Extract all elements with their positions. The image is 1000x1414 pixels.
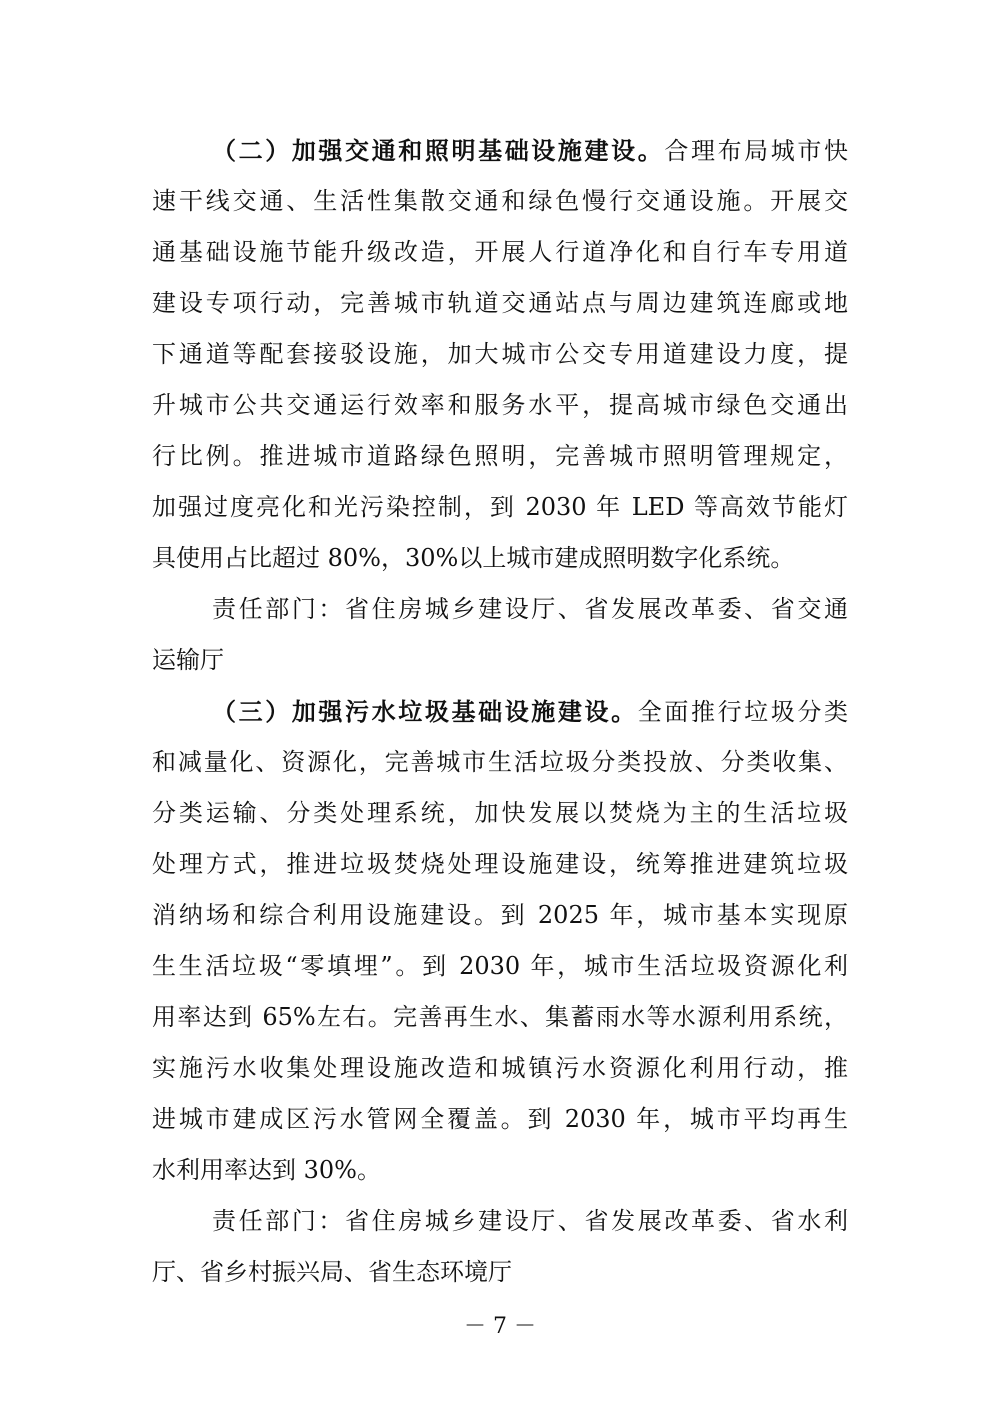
section-3-line-5: 消纳场和综合利用设施建设。到 2025 年，城市基本实现原 [152, 901, 848, 929]
section-3-line-1: 全面推行垃圾分类 [637, 698, 849, 726]
section-3-responsibility-line-2: 厅、省乡村振兴局、省生态环境厅 [152, 1258, 512, 1286]
section-3-line-6: 生生活垃圾“零填埋”。到 2030 年，城市生活垃圾资源化利 [152, 952, 848, 980]
section-3-line-3: 分类运输、分类处理系统，加快发展以焚烧为主的生活垃圾 [152, 799, 848, 827]
section-2-first-line [152, 125, 848, 176]
section-3-line-9: 进城市建成区污水管网全覆盖。到 2030 年，城市平均再生 [152, 1105, 848, 1133]
section-3-line-4: 处理方式，推进垃圾焚烧处理设施建设，统筹推进建筑垃圾 [152, 850, 848, 878]
section-3-first-line [152, 686, 848, 737]
section-2-line-2: 速干线交通、生活性集散交通和绿色慢行交通设施。开展交 [152, 187, 848, 215]
section-3-line-10: 水利用率达到 30%。 [152, 1156, 381, 1184]
section-2-line-6: 升城市公共交通运行效率和服务水平，提高城市绿色交通出 [152, 391, 848, 419]
section-2-line-5: 下通道等配套接驳设施，加大城市公交专用道建设力度，提 [152, 340, 848, 368]
section-2-line-9: 具使用占比超过 80%，30%以上城市建成照明数字化系统。 [152, 544, 795, 572]
section-3-responsibility-line-1: 责任部门：省住房城乡建设厅、省发展改革委、省水利 [212, 1207, 848, 1235]
section-2-line-3: 通基础设施节能升级改造，开展人行道净化和自行车专用道 [152, 238, 848, 266]
section-2-heading: （二）加强交通和照明基础设施建设。 [212, 136, 665, 165]
page-number: － 7 － [464, 1314, 536, 1339]
section-3-line-7: 用率达到 65%左右。完善再生水、集蓄雨水等水源利用系统， [152, 1003, 848, 1031]
section-2-line-8: 加强过度亮化和光污染控制，到 2030 年 LED 等高效节能灯 [152, 493, 848, 521]
section-2-responsibility-line-2: 运输厅 [152, 646, 224, 674]
section-3-line-2: 和减量化、资源化，完善城市生活垃圾分类投放、分类收集、 [152, 748, 848, 776]
section-3-line-8: 实施污水收集处理设施改造和城镇污水资源化利用行动，推 [152, 1054, 848, 1082]
section-3-heading: （三）加强污水垃圾基础设施建设。 [212, 697, 638, 726]
section-2-line-4: 建设专项行动，完善城市轨道交通站点与周边建筑连廊或地 [152, 289, 848, 317]
body-text [152, 125, 848, 1298]
section-2-line-7: 行比例。推进城市道路绿色照明，完善城市照明管理规定， [152, 442, 848, 470]
section-2-responsibility-line-1: 责任部门：省住房城乡建设厅、省发展改革委、省交通 [212, 595, 848, 623]
section-2-line-1: 合理布局城市快 [664, 137, 849, 165]
